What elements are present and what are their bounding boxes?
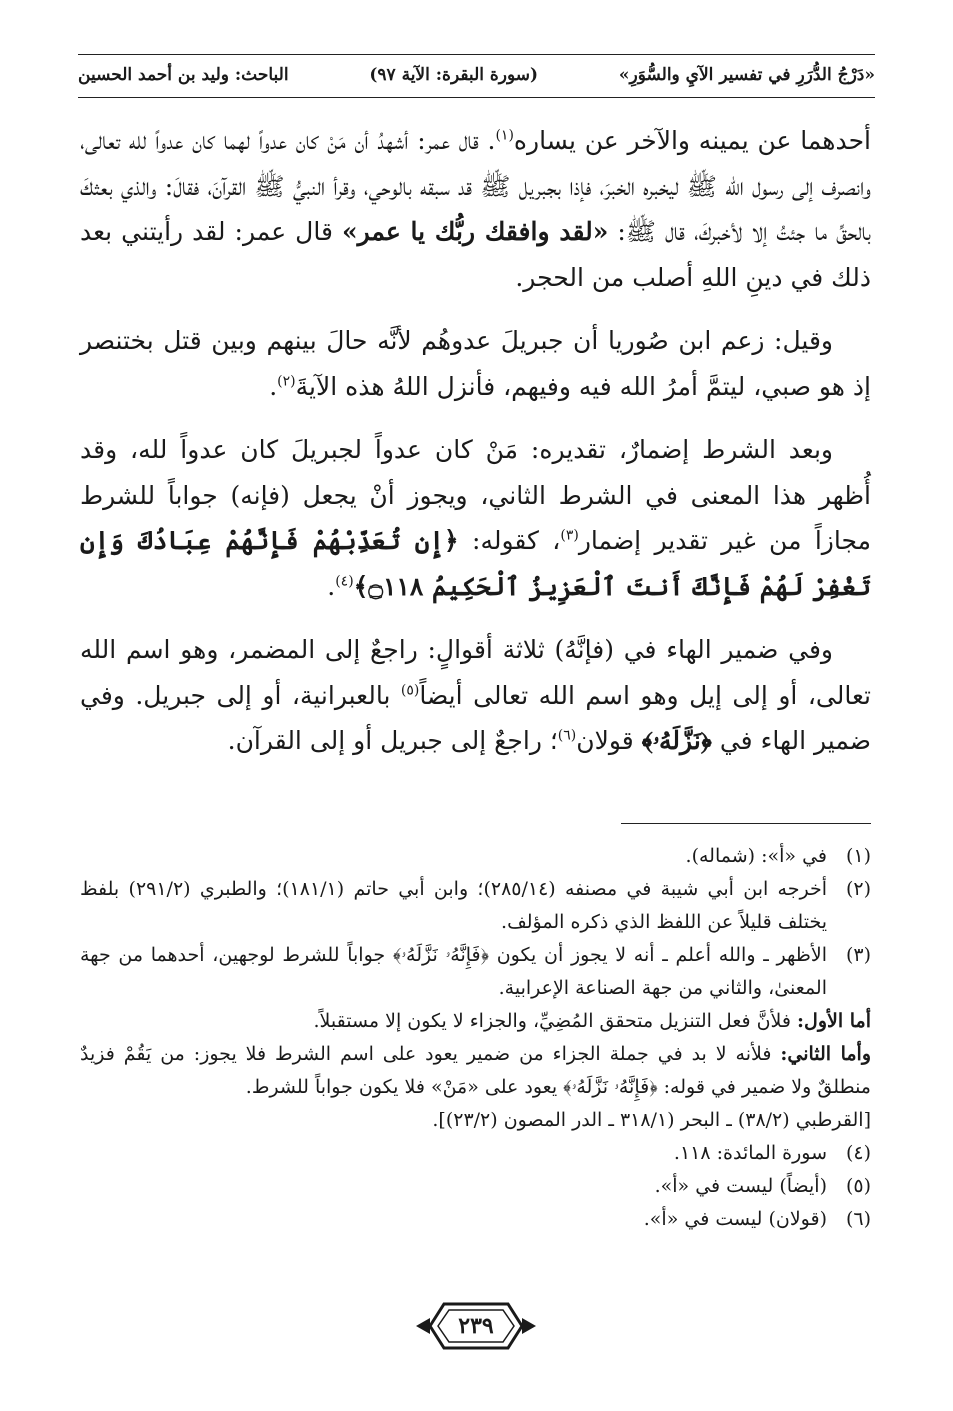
footnote-ref-2: (٢)	[277, 373, 296, 390]
p3-end: .	[327, 571, 336, 601]
footnote-number: (٢)	[845, 878, 871, 900]
p1-text-b: . قال عمر: أشهدُ أن مَنْ كان عدواً لهما كان عدواً لله تعالى، وانصرف إلى رسول الله ﷺ ليخبره الخبرَ، فإذا بجبريل ﷺ قد سبقه بالوحي، وقرأ النبيُّ ﷺ القرآنَ، فقالَ: والذي بعثكَ بالحقِّ ما جئتُ إلا لأخبركَ، قال ﷺ:	[80, 126, 871, 246]
footnote-ref-5: (٥)	[400, 682, 420, 699]
p2-end: .	[269, 371, 278, 401]
footnotes	[80, 840, 871, 1236]
header-rule-bottom	[78, 97, 875, 98]
p2-text: وقيل: زعم ابن صُوريا أن جبريلَ عدوهُم لأنَّه حالَ بينهم وبين قتل بختنصر إذ هو صبي، ليتمَّ أمرُ الله فيه وفيهم، فأنزل اللهُ هذه الآيةَ	[80, 326, 871, 401]
footnote-3-second-point	[80, 1038, 871, 1104]
p4-mid: بالعبرانية، أو إلى جبريل. وفي ضمير الهاء في	[80, 680, 871, 755]
second-point-label: وأما الثاني:	[780, 1043, 872, 1065]
footnote-3	[80, 939, 871, 1005]
page-number-ornament	[414, 1298, 538, 1354]
paragraph-1	[80, 118, 871, 300]
footnote-number: (٣)	[845, 944, 871, 966]
footnote-ref-1: (١)	[495, 127, 514, 144]
footnote-text: في «أ»: (شماله).	[685, 845, 827, 867]
header-rule-top	[78, 54, 875, 55]
quran-verse-maidah: ﴿إِن تُعَذِّبْهُمْ فَإِنَّهُمْ عِبَادُكَ وَإِن تَغْفِرْ لَهُمْ فَإِنَّكَ أَنتَ ٱلْعَزِيزُ ٱلْحَكِيمُ ۝١١٨﴾	[80, 526, 871, 601]
p1-text-a: أحدهما عن يمينه والآخر عن يساره	[513, 126, 871, 155]
second-point-text: فلأنه لا بد في جملة الجزاء من ضمير يعود على اسم الشرط فلا يجوز: من يَقُمْ فزيدٌ منطلقٌ ولا ضمير في قوله: ﴿فَإِنَّهُۥ نَزَّلَهُۥ﴾ يعود على «مَنْ» فلا يكون جواباً للشرط.	[80, 1043, 871, 1098]
footnote-ref-6: (٦)	[557, 727, 577, 744]
running-header	[78, 58, 875, 92]
footnote-ref-4: (٤)	[335, 573, 354, 590]
footnote-text: الأظهر ـ والله أعلم ـ أنه لا يجوز أن يكون ﴿فَإِنَّهُۥ نَزَّلَهُۥ﴾ جواباً للشرط لوجهين، أحدهما من جهة المعنىٰ، والثاني من جهة الصناعة الإعرابية.	[80, 944, 827, 999]
paragraph-3	[80, 427, 871, 609]
paragraph-4	[80, 627, 871, 764]
footnote-text: (قولان) ليست في «أ».	[643, 1208, 827, 1230]
book-title: «دَرْجُ الدُّرَرِ في تفسير الآيِ والسُّوَرِ»	[618, 65, 875, 85]
quran-word-nazzalahu: ﴿نَزَّلَهُۥ﴾	[641, 726, 712, 755]
paragraph-2	[80, 318, 871, 409]
footnote-2	[80, 873, 871, 939]
p4-mid2: قولان	[576, 726, 642, 755]
footnote-1	[80, 840, 871, 873]
footnote-text: سورة المائدة: ١١٨.	[673, 1142, 827, 1164]
researcher-name: الباحث: وليد بن أحمد الحسين	[78, 65, 289, 85]
footnote-number: (٦)	[845, 1208, 871, 1230]
footnote-text: أخرجه ابن أبي شيبة في مصنفه (٢٨٥/١٤)؛ وابن أبي حاتم (١٨١/١)؛ والطبري (٢٩١/٢) بلفظ يختلف قليلاً عن اللفظ الذي ذكره المؤلف.	[80, 878, 827, 933]
prophet-quote: «لقد وافقك ربُّك يا عمر»	[341, 217, 609, 246]
surah-reference: (سورة البقرة: الآية ٩٧)	[369, 65, 539, 85]
p1-text-c: قال عمر: لقد رأيتني بعد ذلك في دينِ اللهِ أصلب من الحجر.	[80, 217, 871, 292]
main-text	[80, 118, 871, 764]
footnote-references: [القرطبي (٣٨/٢) ـ البحر (٣١٨/١ ـ الدر المصون (٢٣/٢)].	[432, 1109, 871, 1131]
footnote-ref-3: (٣)	[560, 527, 579, 544]
footnote-3-references	[80, 1104, 871, 1137]
footnote-4	[80, 1137, 871, 1170]
first-point-text: فلأنَّ فعل التنزيل متحقق المُضِيِّ، والجزاء لا يكون إلا مستقبلاً.	[313, 1010, 798, 1032]
page-number: ٢٣٩	[458, 1313, 494, 1339]
footnote-separator	[621, 823, 871, 824]
footnote-5	[80, 1170, 871, 1203]
footnote-3-first-point	[80, 1005, 871, 1038]
p3-mid: ، كقوله:	[458, 526, 561, 555]
p4-text: وفي ضمير الهاء في (فإنَّهُ) ثلاثة أقوالٍ: راجعٌ إلى المضمر، وهو اسم الله تعالى، أو إلى إيل وهو اسم الله تعالى أيضاً	[80, 635, 871, 710]
footnote-number: (٥)	[845, 1175, 871, 1197]
p3-text: وبعد الشرط إضمارٌ، تقديره: مَنْ كان عدواً لجبريلَ كان عدواً لله، وقد أُظهر هذا المعنى في الشرط الثاني، ويجوز أنْ يجعل (فإنه) جواباً للشرط مجازاً من غير تقدير إضمار	[80, 435, 871, 555]
footnote-text: (أيضاً) ليست في «أ».	[654, 1175, 827, 1197]
first-point-label: أما الأول:	[797, 1010, 871, 1032]
footnote-number: (٤)	[845, 1142, 871, 1164]
footnote-6	[80, 1203, 871, 1236]
p4-end: ؛ راجعٌ إلى جبريل أو إلى القرآن.	[227, 726, 558, 755]
footnote-number: (١)	[845, 845, 871, 867]
